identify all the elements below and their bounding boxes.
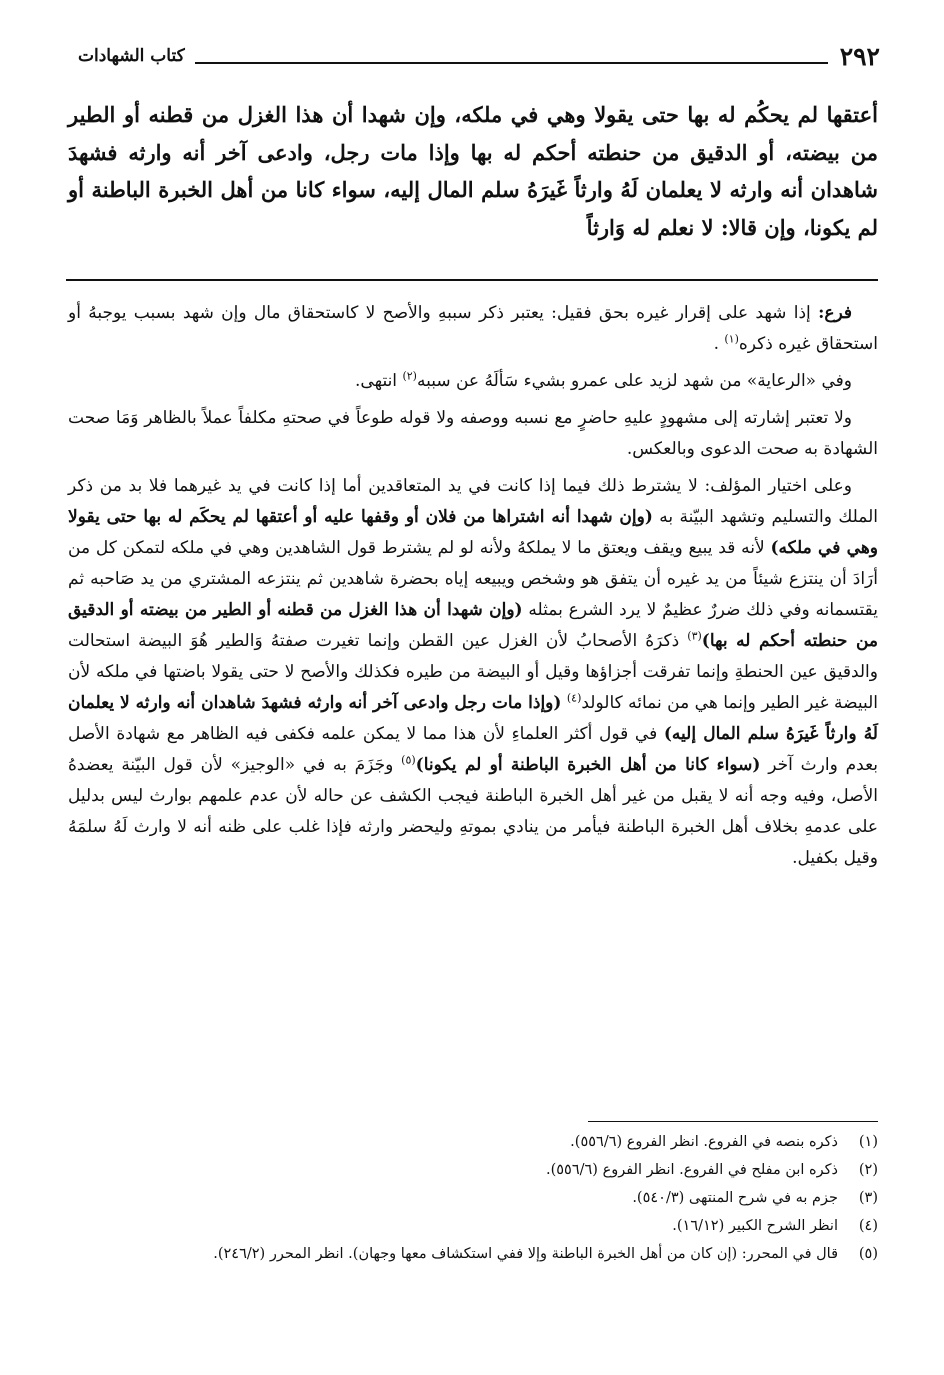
commentary-text: وفي «الرعاية» من شهد لزيد على عمرو بشيء سَألَهُ عن سببه [416,371,852,391]
commentary-text: وعلى اختيار المؤلف: لا يشترط ذلك فيما إذا كانت في يد المتعاقدين أما إذا كانت في يد غيرهما فلا بد من ذكر الملك والتسليم وتشهد البيّنة به [68,476,879,527]
footnote-ref-4[interactable]: (٤) [566,691,582,705]
footnote-2 [68,1156,878,1184]
commentary-text: لأنه قد يبيع ويقف ويعتق ما لا يملكهُ ولأنه لو لم يشترط قول الشاهدين وهي في ملكه لتمكن كل من أرَادَ أن ينتزع شيئاً من يد غيره أن يتفق هو وشخص ويبيعه إياه بحضرة شاهدين ثم ينتزعه المشتري من يد صَاحبه ثم يقتسمانه وفي ذلك ضررٌ عظيمٌ لا يرد الشرع بمثله [68,538,878,620]
commentary-block [68,298,878,880]
footnote-number: (٥) [858,1246,878,1262]
footnote-text: انظر الشرح الكبير (١٦/١٢). [672,1218,838,1234]
commentary-text: في قول أكثر العلماءِ لأن هذا مما لا يمكن علمه فكفى فيه الظاهر مع شهادة الأصل بعدم وارث آخر [68,724,879,775]
footnote-1 [68,1128,878,1156]
quoted-matn: (وإن شهدا أنه اشتراها من فلان أو وقفها عليه أو أعتقها لم يحكَم له بها حتى يقولا وهي في ملكه) [68,507,878,558]
header-rule [195,62,828,64]
footnote-text: ذكره ابن مفلح في الفروع. انظر الفروع (٥٥٦/٦). [545,1162,838,1178]
footnote-number: (٤) [858,1218,878,1234]
footnote-3 [68,1184,878,1212]
footnote-4 [68,1212,878,1240]
commentary-paragraph-4 [68,471,878,874]
matn-text-block [68,96,878,246]
footnote-number: (٣) [858,1190,878,1206]
footnote-text: قال في المحرر: (إن كان من أهل الخبرة الباطنة وإلا ففي استكشاف معها وجهان). انظر المحرر (٢٤٦/٢). [213,1246,838,1262]
quoted-matn: (وإن شهدا أن هذا الغزل من قطنه أو الطير من بيضته أو الدقيق من حنطته أحكم له بها) [68,600,879,651]
matn-paragraph: أعتقها لم يحكُم له بها حتى يقولا وهي في ملكه، وإن شهدا أن هذا الغزل من قطنه أو الطير من بيضته، أو الدقيق من حنطته أحكم له بها وإذا مات رجل، وادعى آخر أنه وارثه فشهدَ شاهدان أنه وارثه لا يعلمان لَهُ وارثاً غَيرَهُ سلم المال إليه، سواء كانا من أهل الخبرة الباطنة أو لم يكونا، وإن قالا: لا نعلم له وَارثاً [68,102,878,240]
commentary-paragraph-1 [68,298,878,360]
footnote-text: جزم به في شرح المنتهى (٥٤٠/٣). [632,1190,838,1206]
commentary-paragraph-2 [68,366,878,397]
footnote-text: ذكره بنصه في الفروع. انظر الفروع (٥٥٦/٦). [570,1134,838,1150]
commentary-paragraph-3: ولا تعتبر إشارته إلى مشهودٍ عليهِ حاضرٍ مع نسبه ووصفه ولا قوله طوعاً في صحتهِ مكلفاً عملاً بالظاهر وَمَا صحت الشهادة به صحت الدعوى وبالعكس. [68,408,878,459]
far-label: فرع: [818,303,853,323]
quoted-matn: (وإذا مات رجل وادعى آخر أنه وارثه فشهدَ شاهدان أنه وارثه لا يعلمان لَهُ وارثاً غَيرَهُ سلم المال إليه) [68,693,878,744]
commentary-text: إذا شهد على إقرار غيره بحق فقيل: يعتبر ذكر سببهِ والأصح لا كاستحقاق مال وإن شهد بسبب يوجبهُ أو استحقاق غيره ذكره [68,303,878,354]
footnote-divider [588,1121,878,1122]
footnotes-block [68,1128,878,1268]
commentary-text: انتهى. [355,371,398,391]
page-header [78,38,880,74]
matn-divider [66,279,878,281]
footnote-number: (١) [858,1134,878,1150]
commentary-text: . [713,334,719,354]
footnote-number: (٢) [858,1162,878,1178]
footnote-ref-1[interactable]: (١) [724,332,739,346]
quoted-matn: (سواء كانا من أهل الخبرة الباطنة أو لم يكونا) [415,755,761,775]
footnote-ref-3[interactable]: (٣) [687,629,702,643]
commentary-text: ذكرَهُ الأصحابُ لأن الغزل عين القطن وإنما تغيرت صفتهُ وَالطير هُوَ البيضة استحالت والدقيق عين الحنطةِ وإنما تفرقت أجزاؤها وقيل أو البيضة من طيره فكذلك والأصح لا حتى يقولا باضتها في ملكه لأن البيضة غير الطير وإنما هي من نمائه كالولد [68,631,878,713]
footnote-5 [68,1240,878,1268]
footnote-ref-2[interactable]: (٢) [402,369,417,383]
section-title: كتاب الشهادات [78,46,185,66]
footnote-ref-5[interactable]: (٥) [401,753,416,767]
commentary-text: وجَزَمَ به في «الوجيز» لأن قول البيّنة يعضدهُ الأصل، وفيه وجه أنه لا يقبل من غير أهل الخبرة الباطنة فيجب الكشف عن حاله لأن عدم علمهم بوارث ليس بدليل على عدمهِ بخلاف أهل الخبرة الباطنة فيأمر من ينادي بموتهِ وليحضر وارثه فإذا غلب على ظنه أنه لا وارث لَهُ سلمَهُ وقيل بكفيل. [68,755,878,868]
page-number: ٢٩٢ [839,41,880,71]
